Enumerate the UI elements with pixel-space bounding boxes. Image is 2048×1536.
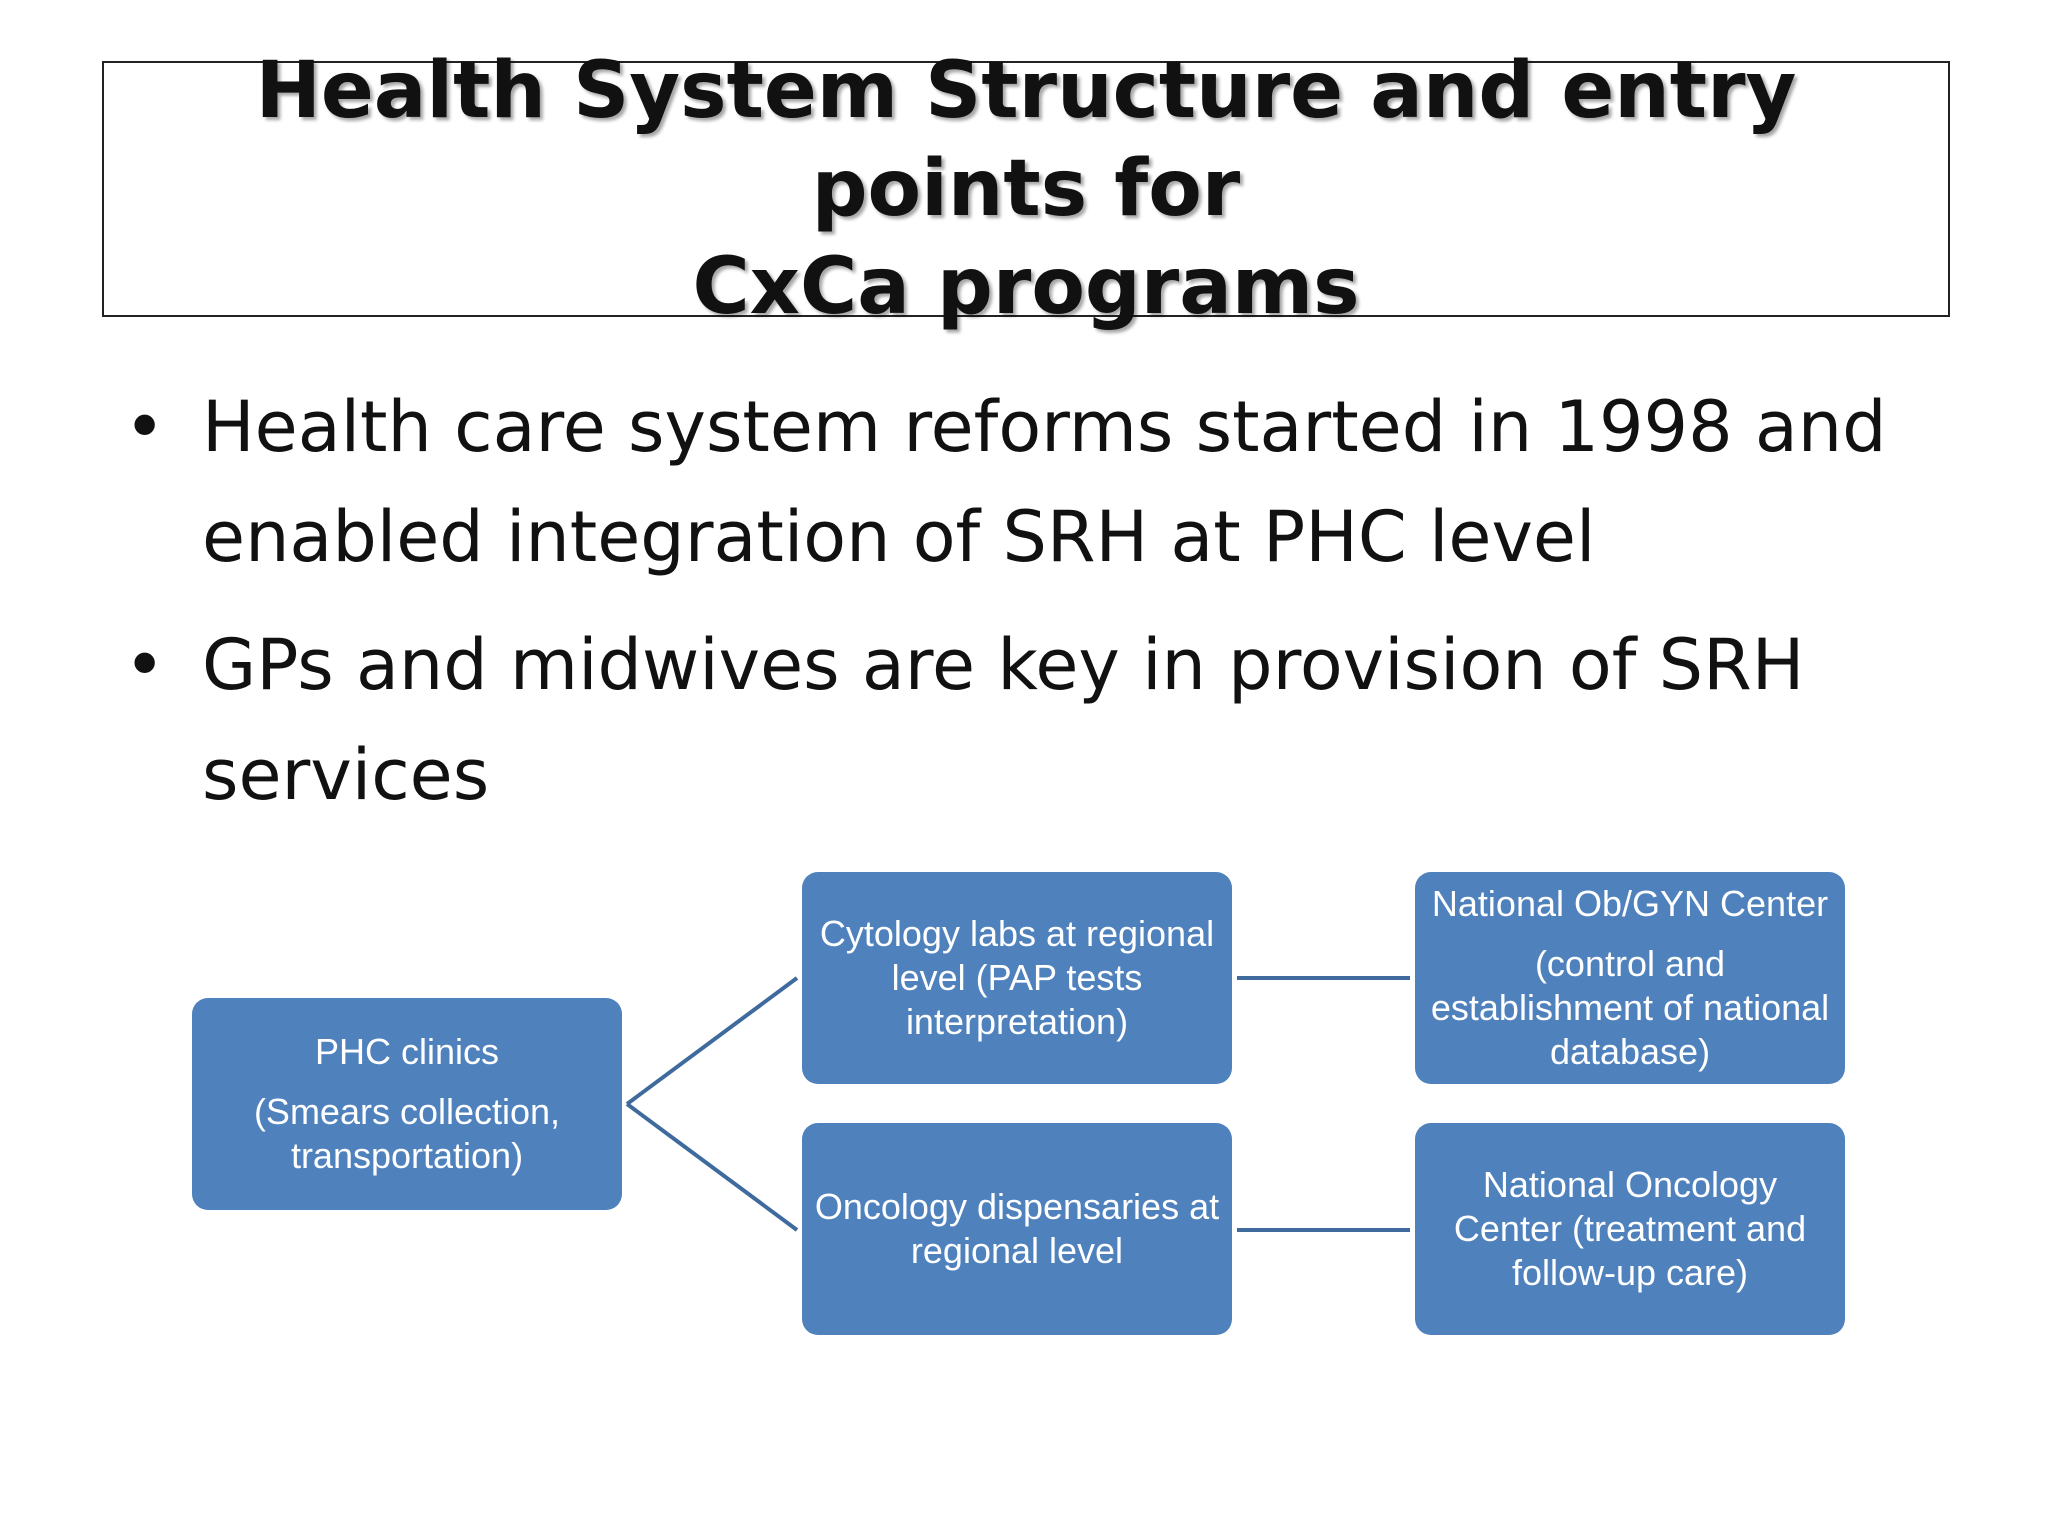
bullet-text-1: Health care system reforms started in 1998 and enabled integration of SRH at PHC level	[202, 386, 1887, 578]
node-cytology-text: Cytology labs at regional level (PAP tests interpretation)	[819, 913, 1215, 1042]
node-national-obgyn-center	[1415, 872, 1845, 1084]
node-phc-title: PHC clinics	[314, 1031, 500, 1072]
node-oncology-dispensaries-text: Oncology dispensaries at regional level	[814, 1186, 1220, 1271]
node-phc-detail: (Smears collection, transportation)	[253, 1091, 561, 1176]
title-line-2: CxCa programs	[692, 242, 1360, 332]
node-national-oncology-text: National Oncology Center (treatment and follow-up care)	[1453, 1164, 1807, 1293]
bullet-dot-icon: •	[124, 624, 166, 706]
node-national-oncology-center	[1415, 1123, 1845, 1335]
node-obgyn-detail: (control and establishment of national database)	[1430, 943, 1830, 1072]
connector-phc-to-oncology-dispensaries	[627, 1104, 797, 1230]
bullet-item-1	[120, 372, 1920, 592]
bullet-item-2	[120, 610, 1920, 830]
node-cytology-labs	[802, 872, 1232, 1084]
node-oncology-dispensaries	[802, 1123, 1232, 1335]
title-line-1: Health System Structure and entry points for	[255, 46, 1797, 234]
bullet-text-2: GPs and midwives are key in provision of SRH services	[202, 624, 1805, 816]
title-box	[102, 46, 1950, 332]
node-phc-clinics	[192, 998, 622, 1210]
node-obgyn-title: National Ob/GYN Center	[1431, 883, 1829, 924]
bullet-dot-icon: •	[124, 386, 166, 468]
connector-phc-to-cytology	[627, 978, 797, 1104]
bullet-list	[120, 372, 1920, 848]
slide-title	[104, 42, 1948, 336]
